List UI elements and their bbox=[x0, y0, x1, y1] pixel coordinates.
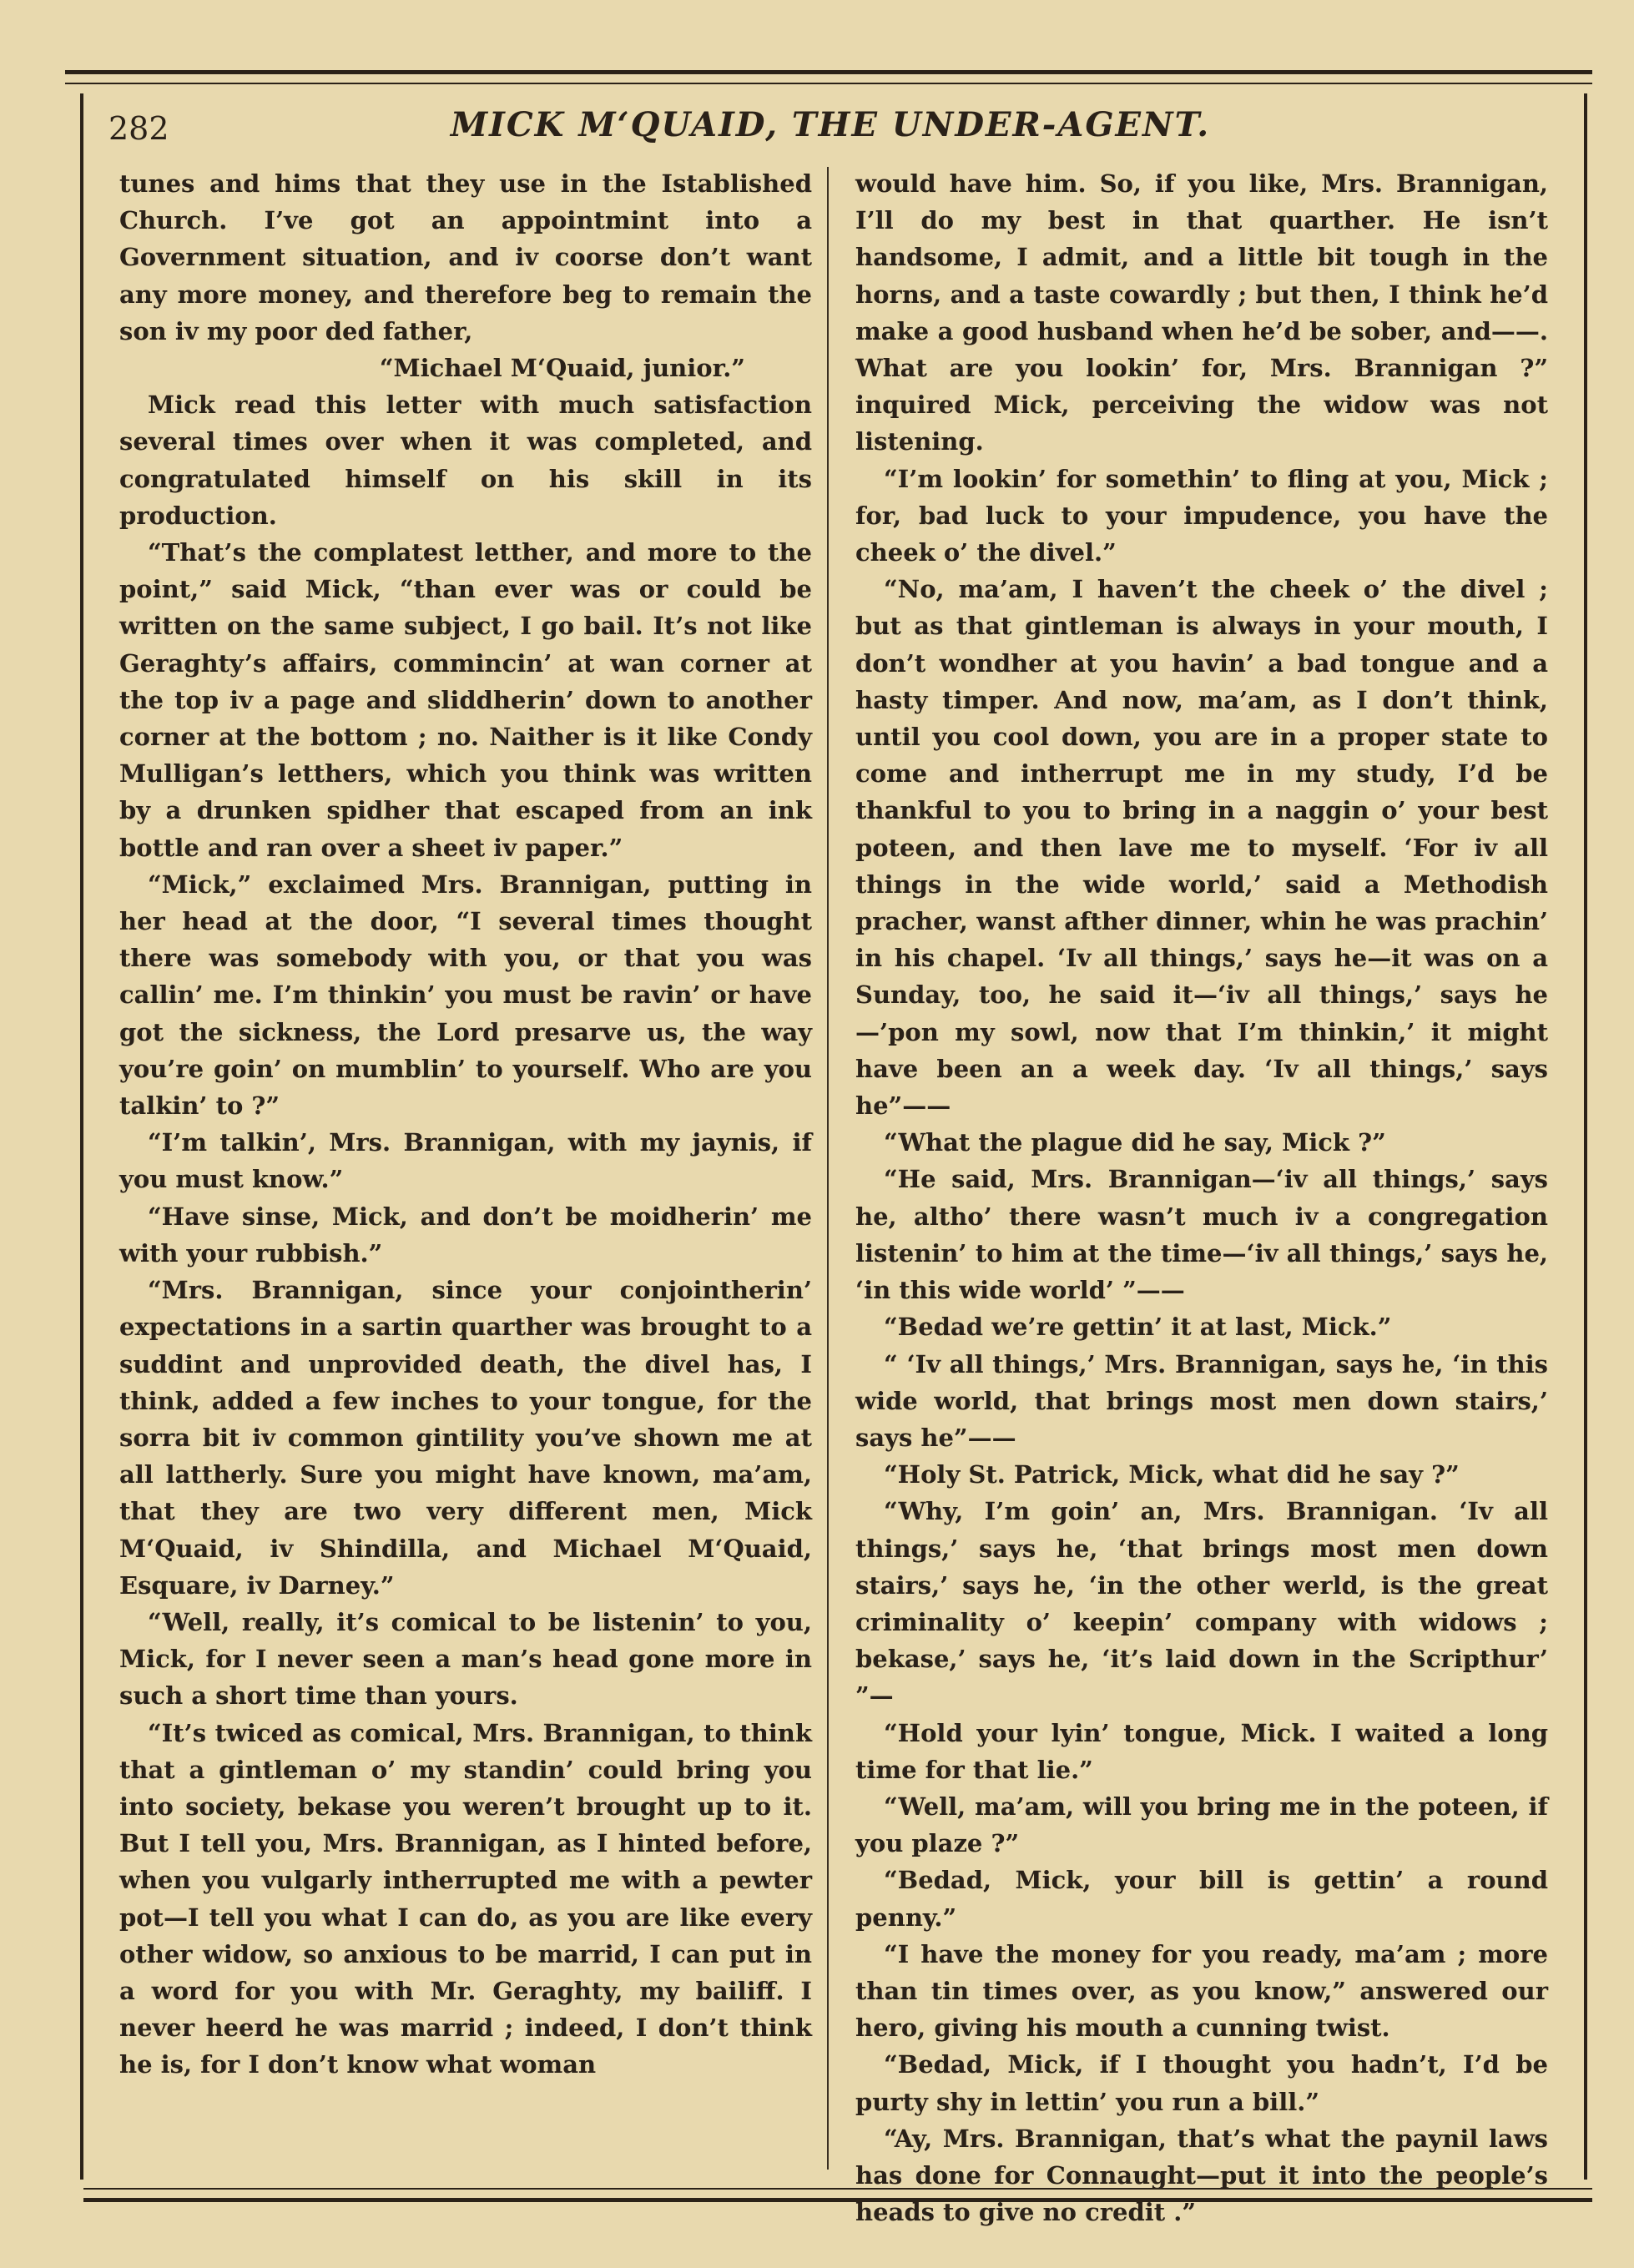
running-title: MICK M‘QUAID, THE UNDER-AGENT. bbox=[450, 105, 1211, 144]
paragraph: “I have the money for you ready, ma’am ; more than tin times over, as you know,” answered our hero, giving his mouth a cunning twist. bbox=[855, 1939, 1548, 2043]
page-number: 282 bbox=[108, 110, 169, 147]
column-divider bbox=[827, 167, 829, 2170]
paragraph: “ ‘Iv all things,’ Mrs. Brannigan, says he, ‘in this wide world, that brings most men down stairs,’ says he”—— bbox=[855, 1349, 1548, 1452]
paragraph: “Why, I’m goin’ an, Mrs. Brannigan. ‘Iv all things,’ says he, ‘that brings most men down stairs,’ says he, ‘in the other werld, is the great criminality o’ keepin’ company with widows ; bekase,’ says he, ‘it’s laid down in the Scripthur’ ”— bbox=[855, 1497, 1548, 1711]
paragraph: “What the plague did he say, Mick ?” bbox=[884, 1128, 1386, 1157]
paragraph: “Hold your lyin’ tongue, Mick. I waited a long time for that lie.” bbox=[855, 1718, 1548, 1784]
paragraph: “That’s the complatest letther, and more to the point,” said Mick, “than ever was or could be written on the same subject, I go bail. It’s not like Geraghty’s affairs, commincin’ at wan corner at the top iv a page and sliddherin’ down to another corner at the bottom ; no. Naither is it like Condy Mulligan’s letthers, which you think was written by a drunken spidher that escaped from an ink bottle and ran over a sheet iv paper.” bbox=[119, 538, 812, 862]
paragraph: tunes and hims that they use in the Istablished Church. I’ve got an appointmint into a Government situation, and iv coorse don’t want any more money, and therefore beg to remain the son iv my poor ded father, bbox=[119, 169, 812, 345]
paragraph: “Well, ma’am, will you bring me in the poteen, if you plaze ?” bbox=[855, 1792, 1548, 1858]
bottom-double-rule bbox=[83, 2188, 1592, 2202]
paragraph: Mick read this letter with much satisfaction several times over when it was completed, and congratulated himself on his skill in its production. bbox=[119, 391, 812, 530]
paragraph: “I’m lookin’ for somethin’ to fling at you, Mick ; for, bad luck to your impudence, you have the cheek o’ the divel.” bbox=[855, 464, 1548, 567]
paragraph: “I’m talkin’, Mrs. Brannigan, with my jaynis, if you must know.” bbox=[119, 1128, 812, 1194]
left-column bbox=[119, 165, 812, 2084]
paragraph: “Well, really, it’s comical to be listenin’ to you, Mick, for I never seen a man’s head gone more in such a short time than yours. bbox=[119, 1607, 812, 1711]
paragraph: “Michael M‘Quaid, junior.” bbox=[379, 354, 745, 383]
paragraph: “Holy St. Patrick, Mick, what did he say ?” bbox=[884, 1460, 1460, 1489]
top-double-rule bbox=[65, 70, 1592, 84]
right-column bbox=[855, 165, 1548, 2230]
paragraph: “Bedad, Mick, your bill is gettin’ a round penny.” bbox=[855, 1866, 1548, 1932]
paragraph: “He said, Mrs. Brannigan—‘iv all things,’ says he, altho’ there wasn’t much iv a congregation listenin’ to him at the time—‘iv all things,’ says he, ‘in this wide world’ ”—— bbox=[855, 1165, 1548, 1305]
running-header bbox=[80, 100, 1581, 160]
paragraph: “Mick,” exclaimed Mrs. Brannigan, putting in her head at the door, “I several times thought there was somebody with you, or that you was callin’ me. I’m thinkin’ you must be ravin’ or have got the sickness, the Lord presarve us, the way you’re goin’ on mumblin’ to yourself. Who are you talkin’ to ?” bbox=[119, 869, 812, 1121]
paragraph: “It’s twiced as comical, Mrs. Brannigan, to think that a gintleman o’ my standin’ could bring you into society, bekase you weren’t brought up to it. But I tell you, Mrs. Brannigan, as I hinted before, when you vulgarly intherrupted me with a pewter pot—I tell you what I can do, as you are like every other widow, so anxious to be marrid, I can put in a word for you with Mr. Geraghty, my bailiff. I never heerd he was marrid ; indeed, I don’t think he is, for I don’t know what woman bbox=[119, 1718, 812, 2079]
paragraph: “Ay, Mrs. Brannigan, that’s what the paynil laws has done for Connaught—put it into the people’s heads to give no credit .” bbox=[855, 2124, 1548, 2227]
paragraph: “Bedad we’re gettin’ it at last, Mick.” bbox=[884, 1313, 1392, 1342]
paragraph: would have him. So, if you like, Mrs. Brannigan, I’ll do my best in that quarther. He isn’t handsome, I admit, and a little bit tough in the horns, and a taste cowardly ; but then, I think he’d make a good husband when he’d be sober, and——. What are you lookin’ for, Mrs. Brannigan ?” inquired Mick, perceiving the widow was not listening. bbox=[855, 169, 1548, 456]
paragraph: “Bedad, Mick, if I thought you hadn’t, I’d be purty shy in lettin’ you run a bill.” bbox=[855, 2050, 1548, 2116]
paragraph: “Mrs. Brannigan, since your conjointherin’ expectations in a sartin quarther was brought to a suddint and unprovided death, the divel has, I think, added a few inches to your tongue, for the sorra bit iv common gintility you’ve shown me at all lattherly. Sure you might have known, ma’am, that they are two very different men, Mick M‘Quaid, iv Shindilla, and Michael M‘Quaid, Esquare, iv Darney.” bbox=[119, 1276, 812, 1600]
paragraph: “Have sinse, Mick, and don’t be moidherin’ me with your rubbish.” bbox=[119, 1202, 812, 1268]
paragraph: “No, ma’am, I haven’t the cheek o’ the divel ; but as that gintleman is always in your mouth, I don’t wondher at you havin’ a bad tongue and a hasty timper. And now, ma’am, as I don’t think, until you cool down, you are in a proper state to come and intherrupt me in my study, I’d be thankful to you to bring in a naggin o’ your best poteen, and then lave me to myself. ‘For iv all things in the wide world,’ said a Methodish pracher, wanst afther dinner, whin he was prachin’ in his chapel. ‘Iv all things,’ says he—it was on a Sunday, too, he said it—‘iv all things,’ says he—’pon my sowl, now that I’m thinkin,’ it might have been an a week day. ‘Iv all things,’ says he”—— bbox=[855, 575, 1548, 1121]
